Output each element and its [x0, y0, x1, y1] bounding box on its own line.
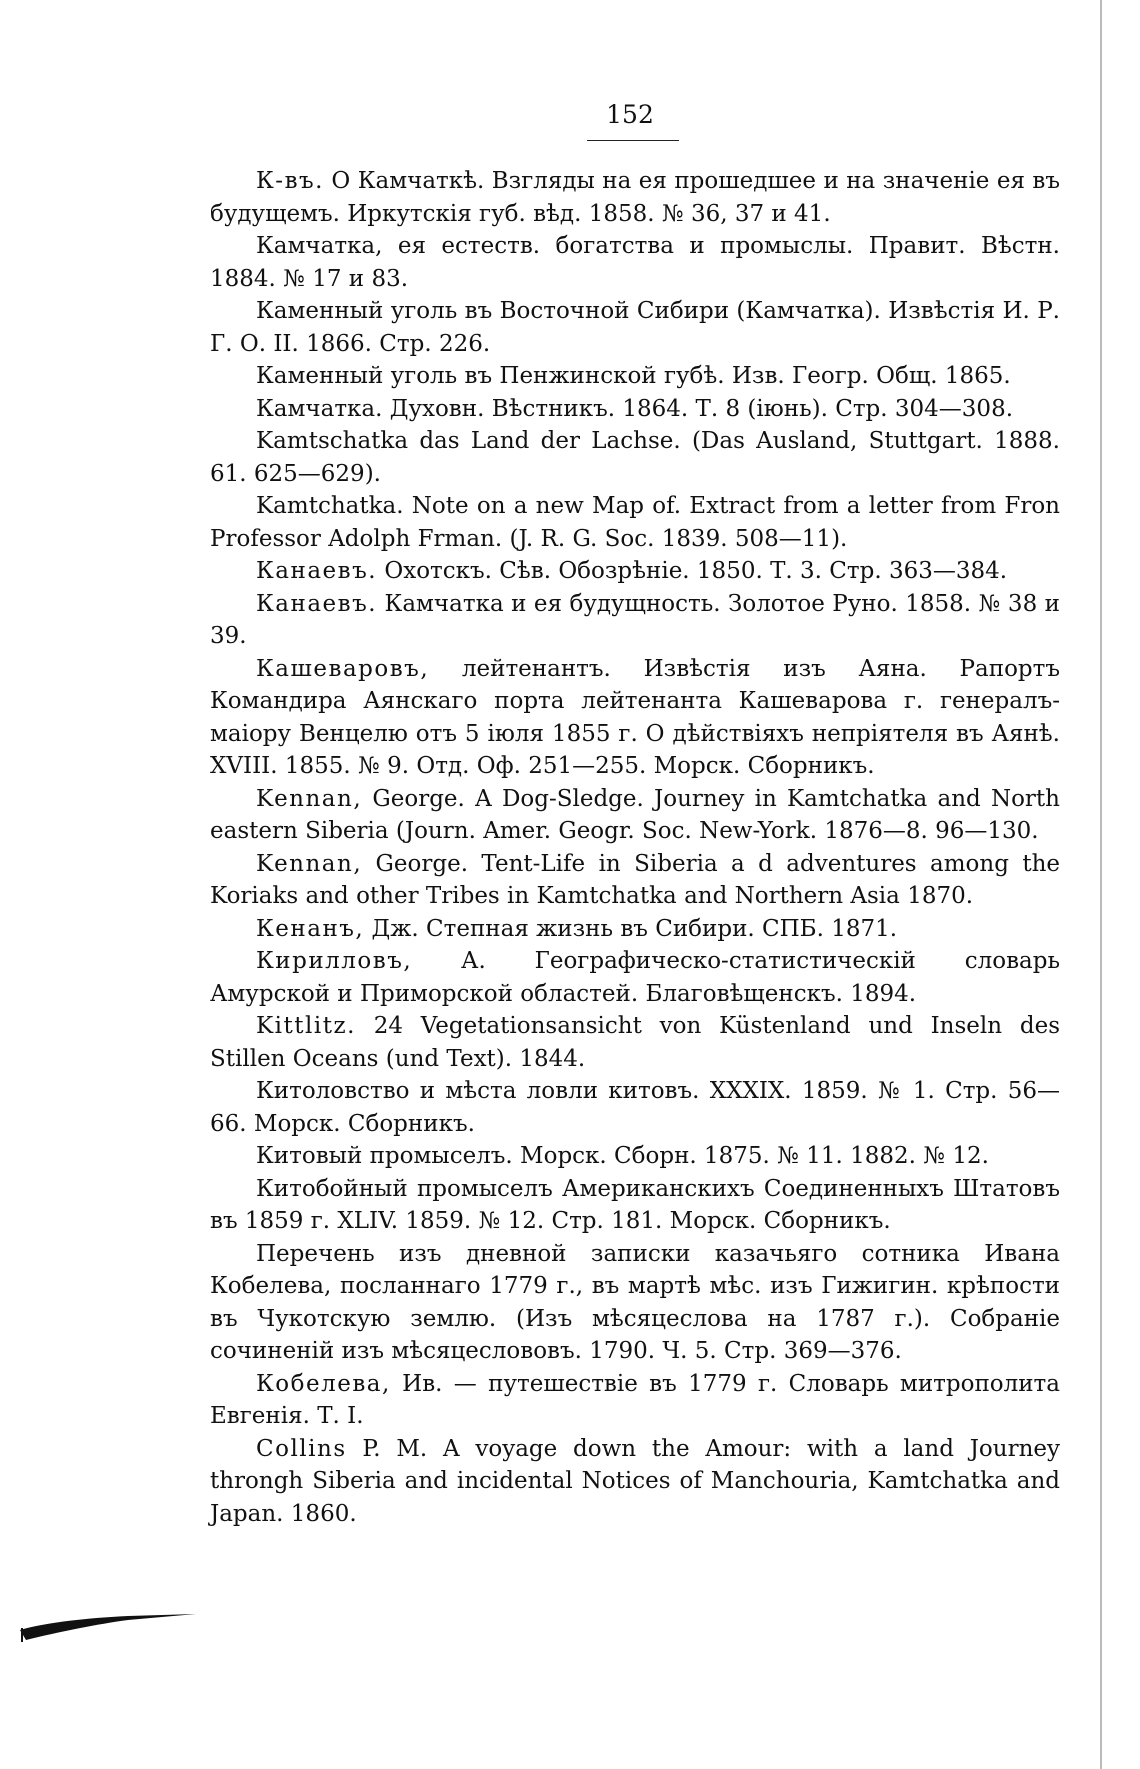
bibliography-entry: [210, 945, 1060, 1010]
entry-text: Каменный уголь въ Пенжинской губѣ. Изв. Геогр. Общ. 1865.: [256, 363, 1011, 389]
bibliography-entry: [210, 555, 1060, 588]
entry-text: Камчатка, ея естеств. богатства и промыслы. Правит. Вѣстн. 1884. № 17 и 83.: [210, 233, 1060, 292]
bibliography-entry: [210, 1368, 1060, 1433]
entry-text: Камчатка и ея будущность. Золотое Руно. 1858. № 38 и 39.: [210, 590, 1060, 649]
entry-text: George. Tent-Life in Siberia a d adventures among the Koriaks and other Tribes in Kamtchatka and Northern Asia 1870.: [210, 850, 1060, 909]
entry-text: Kamtchatka. Note on a new Map of. Extract from a letter from Fron Professor Adolph Frman. (J. R. G. Soc. 1839. 508—11).: [210, 493, 1060, 552]
entry-text: Дж. Степная жизнь въ Сибири. СПБ. 1871.: [364, 915, 898, 942]
entry-text: Китоловство и мѣста ловли китовъ. XXXIX. 1859. № 1. Стр. 56—66. Морск. Сборникъ.: [210, 1078, 1060, 1137]
entry-text: P. M. A voyage down the Amour: with a land Journey throngh Siberia and incidental Notices of Manchouria, Kamtchatka and Japan. 1860.: [210, 1435, 1060, 1527]
entry-text: лейтенантъ. Извѣстiя изъ Аяна. Рапортъ Командира Аянскаго порта лейтенанта Кашеварова г. генералъ-маiору Венцелю отъ 5 iюля 1855 г. О дѣйствiяхъ непрiятеля въ Аянѣ. XVIII. 1855. № 9. Отд. Оф. 251—255. Морск. Сборникъ.: [210, 655, 1060, 779]
bibliography-entry: [210, 165, 1060, 230]
entry-author: Канаевъ.: [256, 590, 378, 617]
entry-author: Kennan,: [256, 785, 363, 812]
bibliography-entry: [210, 1075, 1060, 1140]
entry-author: Collins: [256, 1435, 347, 1462]
bibliography-entry: [210, 425, 1060, 490]
bibliography-entry: [210, 360, 1060, 393]
entry-text: О Камчаткѣ. Взгляды на ея прошедшее и на значенiе ея въ будущемъ. Иркутскiя губ. вѣд. 1858. № 36, 37 и 41.: [210, 168, 1060, 227]
entry-text: А. Географическо-статистическiй словарь Амурской и Приморской областей. Благовѣщенскъ. 1894.: [210, 948, 1060, 1007]
bibliography-entry: [210, 490, 1060, 555]
entry-text: George. A Dog-Sledge. Journey in Kamtchatka and North eastern Siberia (Journ. Amer. Geogr. Soc. New-York. 1876—8. 96—130.: [210, 785, 1060, 844]
bibliography-entry: [210, 393, 1060, 426]
entry-text: Каменный уголь въ Восточной Сибири (Камчатка). Извѣстiя И. Р. Г. О. II. 1866. Стр. 226.: [210, 298, 1060, 357]
page-edge-shadow: [1100, 0, 1102, 1769]
entry-text: 24 Vegetationsansicht von Küstenland und Inseln des Stillen Oceans (und Text). 1844.: [210, 1013, 1060, 1072]
bibliography-entry: [210, 783, 1060, 848]
entry-text: Камчатка. Духовн. Вѣстникъ. 1864. Т. 8 (iюнь). Стр. 304—308.: [256, 395, 1014, 422]
entry-author: Кенанъ,: [256, 915, 365, 942]
bibliography-entry: [210, 230, 1060, 295]
entry-text: Китобойный промыселъ Американскихъ Соединенныхъ Штатовъ въ 1859 г. XLIV. 1859. № 12. Стр. 181. Морск. Сборникъ.: [210, 1175, 1060, 1234]
bibliography-entry: [210, 588, 1060, 653]
entry-author: К-въ.: [256, 168, 324, 194]
bibliography-entry: [210, 1010, 1060, 1075]
ink-stroke-mark: [18, 1600, 198, 1650]
entry-author: Кобелева,: [256, 1370, 391, 1397]
bibliography-entry: [210, 1173, 1060, 1238]
entry-author: Канаевъ.: [256, 558, 378, 584]
page-number-rule: [587, 140, 679, 141]
entry-text: Охотскъ. Сѣв. Обозрѣнiе. 1850. Т. 3. Стр. 363—384.: [377, 558, 1008, 584]
bibliography-entry: [210, 848, 1060, 913]
entry-author: Кашеваровъ,: [256, 655, 430, 682]
entry-author: Кирилловъ,: [256, 948, 413, 974]
entry-text: Ив. — путешествiе въ 1779 г. Словарь митрополита Евгенiя. Т. I.: [210, 1370, 1060, 1429]
bibliography-entry: [210, 1140, 1060, 1173]
entry-author: Kittlitz.: [256, 1013, 356, 1039]
bibliography-entry: [210, 1238, 1060, 1368]
bibliography-list: [210, 165, 1060, 1530]
page-number: 152: [606, 100, 654, 129]
bibliography-entry: [210, 913, 1060, 946]
entry-text: Kamtschatka das Land der Lachse. (Das Ausland, Stuttgart. 1888. 61. 625—629).: [210, 428, 1060, 487]
bibliography-entry: [210, 653, 1060, 783]
entry-author: Kennan,: [256, 850, 363, 877]
bibliography-entry: [210, 295, 1060, 360]
bibliography-entry: [210, 1433, 1060, 1531]
entry-text: Перечень изъ дневной записки казачьяго сотника Ивана Кобелева, посланнаго 1779 г., въ мартѣ мѣс. изъ Гижигин. крѣпости въ Чукотскую землю. (Изъ мѣсяцеслова на 1787 г.). Собранiе сочиненiй изъ мѣсяцеслововъ. 1790. Ч. 5. Стр. 369—376.: [210, 1240, 1060, 1364]
entry-text: Китовый промыселъ. Морск. Сборн. 1875. № 11. 1882. № 12.: [256, 1143, 989, 1169]
